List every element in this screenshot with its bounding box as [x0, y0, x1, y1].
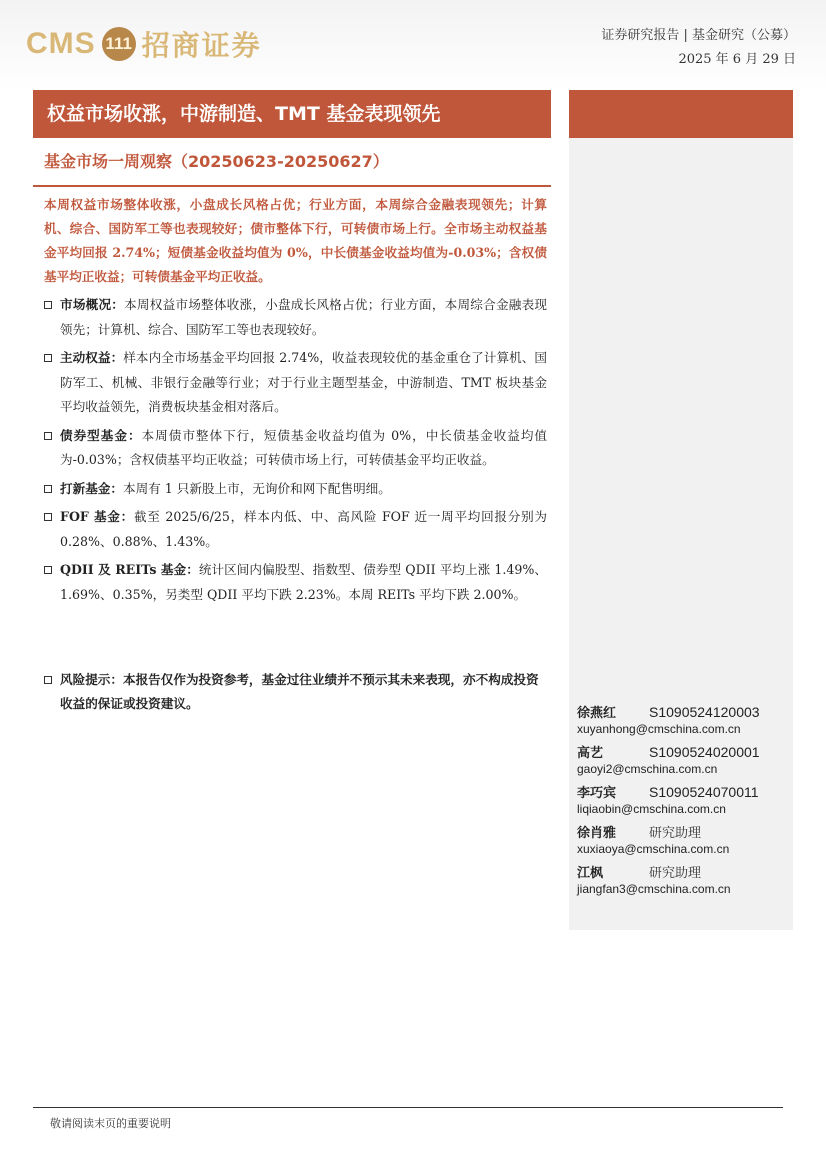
report-type: 证券研究报告 | 基金研究（公募）	[601, 28, 796, 43]
bullet-ipo-funds	[44, 477, 547, 502]
author-list	[577, 700, 787, 900]
footer-divider	[33, 1107, 783, 1108]
checkbox-icon	[44, 676, 52, 684]
bullet-label: 主动权益：	[60, 350, 124, 365]
checkbox-icon	[44, 566, 52, 574]
author-block	[577, 702, 787, 740]
checkbox-icon	[44, 354, 52, 362]
author-block	[577, 782, 787, 820]
footer-note: 敬请阅读末页的重要说明	[50, 1117, 171, 1130]
logo-seal-icon: 111	[102, 27, 136, 61]
bullet-label: 债券型基金：	[60, 427, 142, 443]
subtitle-divider	[33, 185, 551, 187]
bullet-text: 统计区间内偏股型、指数型、债券型 QDII 平均上涨 1.49%、1.69%、0.35%，另类型 QDII 平均下跌 2.23%。本周 REITs 平均下跌 2.00%。	[60, 562, 547, 602]
author-license: S1090524120003	[649, 704, 760, 720]
bullet-label: 打新基金：	[60, 480, 123, 496]
bullet-list	[44, 293, 547, 611]
author-email[interactable]: gaoyi2@cmschina.com.cn	[577, 762, 718, 776]
page-title: 权益市场收涨，中游制造、TMT 基金表现领先	[33, 90, 551, 138]
bullet-label: QDII 及 REITs 基金：	[60, 562, 199, 577]
author-role: 研究助理	[649, 866, 702, 881]
author-name: 徐燕红	[577, 706, 617, 721]
checkbox-icon	[44, 301, 52, 309]
bullet-text: 样本内全市场基金平均回报 2.74%，收益表现较优的基金重仓了计算机、国防军工、机械、非银行金融等行业；对于行业主题型基金，中游制造、TMT 板块基金平均收益领先，消费板块基金相对落后。	[60, 350, 548, 414]
risk-warning	[44, 668, 547, 716]
bullet-qdii-reits	[44, 558, 547, 607]
author-name: 徐肖雅	[577, 826, 617, 841]
bullet-text: 本周债市整体下行，短债基金收益均值为 0%，中长债基金收益均值为-0.03%；含权债基平均正收益；可转债市场上行，可转债基金平均正收益。	[60, 427, 548, 467]
bullet-label: FOF 基金：	[60, 509, 134, 524]
author-email[interactable]: xuyanhong@cmschina.com.cn	[577, 722, 741, 736]
author-name: 李巧宾	[577, 786, 617, 801]
checkbox-icon	[44, 513, 52, 521]
cms-logo	[26, 22, 262, 66]
author-name: 江枫	[577, 866, 604, 881]
logo-cms-text: CMS	[26, 27, 96, 60]
bullet-market-overview	[44, 293, 547, 342]
author-block	[577, 862, 787, 900]
risk-text: 风险提示：本报告仅作为投资参考，基金过往业绩并不预示其未来表现，亦不构成投资收益的保证或投资建议。	[60, 672, 539, 711]
bullet-label: 市场概况：	[60, 297, 125, 312]
bullet-text: 截至 2025/6/25，样本内低、中、高风险 FOF 近一周平均回报分别为 0.28%、0.88%、1.43%。	[60, 509, 547, 549]
author-email[interactable]: jiangfan3@cmschina.com.cn	[577, 882, 731, 896]
author-email[interactable]: xuxiaoya@cmschina.com.cn	[577, 842, 730, 856]
title-bar-accent	[569, 90, 793, 138]
author-block	[577, 822, 787, 860]
report-subtitle: 基金市场一周观察（20250623-20250627）	[44, 152, 389, 171]
author-email[interactable]: liqiaobin@cmschina.com.cn	[577, 802, 726, 816]
bullet-text: 本周有 1 只新股上市，无询价和网下配售明细。	[122, 480, 391, 496]
bullet-fof-funds	[44, 505, 547, 554]
author-role: 研究助理	[649, 826, 702, 841]
author-name: 高艺	[577, 746, 604, 761]
bullet-active-equity	[44, 346, 547, 420]
author-license: S1090524020001	[649, 744, 760, 760]
author-license: S1090524070011	[649, 784, 759, 800]
checkbox-icon	[44, 432, 52, 440]
checkbox-icon	[44, 485, 52, 493]
header-meta	[601, 24, 796, 72]
bullet-text: 本周权益市场整体收涨，小盘成长风格占优；行业方面，本周综合金融表现领先；计算机、综合、国防军工等也表现较好。	[60, 297, 548, 337]
logo-cn-text: 招商证券	[141, 29, 262, 62]
report-date: 2025 年 6 月 29 日	[678, 52, 796, 67]
bullet-bond-funds	[44, 424, 547, 473]
summary-paragraph: 本周权益市场整体收涨，小盘成长风格占优；行业方面，本周综合金融表现领先；计算机、综合、国防军工等也表现较好；债市整体下行，可转债市场上行。全市场主动权益基金平均回报 2.74%；短债基金收益均值为 0%，中长债基金收益均值为-0.03%；含权债基平均正收益；可转债基金平均正收益。	[44, 197, 547, 284]
author-block	[577, 742, 787, 780]
